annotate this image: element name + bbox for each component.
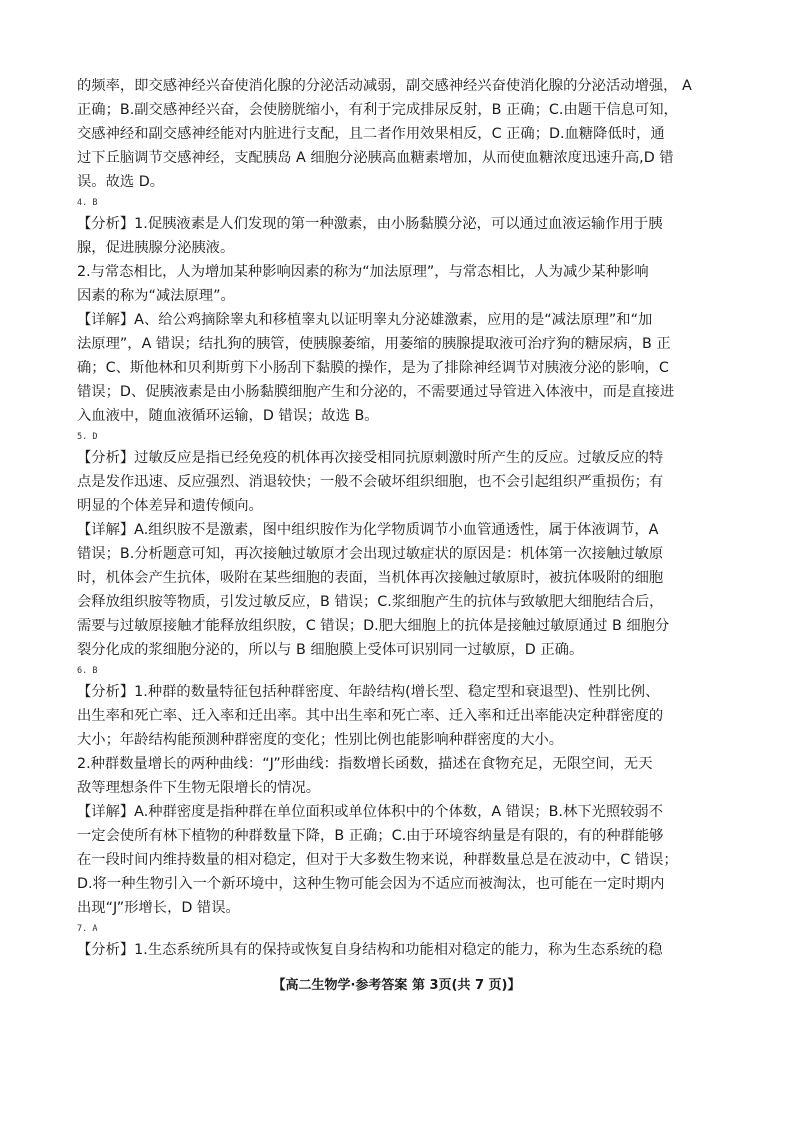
page-footer: 【高二生物学·参考答案 第 3页(共 7 页)】 bbox=[272, 978, 521, 993]
question-number: 4. B bbox=[77, 198, 98, 208]
text-line: D.将一种生物引入一个新环境中，这种生物可能会因为不适应而被淘汰，也可能在一定时期内 bbox=[77, 876, 665, 892]
question-number: 6. B bbox=[77, 666, 98, 676]
text-line: 错误；D、促胰液素是由小肠黏膜细胞产生和分泌的，不需要通过导管进入体液中，而是直接进 bbox=[77, 384, 675, 400]
question-number: 5. D bbox=[77, 432, 98, 442]
text-line: 交感神经和副交感神经能对内脏进行支配，且二者作用效果相反，C 正确；D.血糖降低时，通 bbox=[77, 126, 665, 142]
text-line: 需要与过敏原接触才能释放组织胺，C 错误；D.肥大细胞上的抗体是接触过敏原通过 B 细胞分 bbox=[77, 618, 670, 634]
text-line: 【分析】过敏反应是指已经免疫的机体再次接受相同抗原刺激时所产生的反应。过敏反应的特 bbox=[77, 450, 664, 466]
text-line: 腺，促进胰腺分泌胰液。 bbox=[77, 240, 235, 256]
text-line: 明显的个体差异和遗传倾向。 bbox=[77, 498, 263, 514]
text-line: 一定会使所有林下植物的种群数量下降，B 正确；C.由于环境容纳量是有限的，有的种群能够 bbox=[77, 828, 664, 844]
text-line: 2.与常态相比，人为增加某种影响因素的称为“加法原理”，与常态相比，人为减少某种影响 bbox=[77, 264, 649, 280]
text-line: 大小；年龄结构能预测种群密度的变化；性别比例也能影响种群密度的大小。 bbox=[77, 732, 564, 748]
text-line: 【分析】1.种群的数量特征包括种群密度、年龄结构(增长型、稳定型和衰退型)、性别比例、 bbox=[77, 684, 660, 700]
text-line: 误。故选 D。 bbox=[77, 174, 165, 190]
text-line: 确；C、斯他林和贝利斯剪下小肠刮下黏膜的操作，是为了排除神经调节对胰液分泌的影响，C bbox=[77, 360, 669, 376]
text-line: 【详解】A、给公鸡摘除睾丸和移植睾丸以证明睾丸分泌雄激素，应用的是“减法原理”和“加 bbox=[77, 312, 653, 328]
text-line: 裂分化成的浆细胞分泌的，所以与 B 细胞膜上受体可识别同一过敏原，D 正确。 bbox=[77, 642, 584, 658]
text-line: 【分析】1.生态系统所具有的保持或恢复自身结构和功能相对稳定的能力，称为生态系统的稳 bbox=[77, 942, 663, 958]
text-line: 时，机体会产生抗体，吸附在某些细胞的表面，当机体再次接触过敏原时，被抗体吸附的细胞 bbox=[77, 570, 664, 586]
text-line: 敌等理想条件下生物无限增长的情况。 bbox=[77, 780, 321, 796]
text-line: 【详解】A.种群密度是指种群在单位面积或单位体积中的个体数，A 错误；B.林下光照较弱不 bbox=[77, 804, 664, 820]
text-line: 出生率和死亡率、迁入率和迁出率。其中出生率和死亡率、迁入率和迁出率能决定种群密度的 bbox=[77, 708, 664, 724]
text-line: 【详解】A.组织胺不是激素，图中组织胺作为化学物质调节小血管通透性，属于体液调节，A bbox=[77, 522, 659, 538]
text-line: 【分析】1.促胰液素是人们发现的第一种激素，由小肠黏膜分泌，可以通过血液运输作用于胰 bbox=[77, 216, 663, 232]
text-line: 正确；B.副交感神经兴奋，会使膀胱缩小，有利于完成排尿反射，B 正确；C.由题干信息可知， bbox=[77, 102, 678, 118]
text-line: 出现“J”形增长，D 错误。 bbox=[77, 900, 240, 916]
text-line: 点是发作迅速、反应强烈、消退较快；一般不会破坏组织细胞，也不会引起组织严重损伤；有 bbox=[77, 474, 664, 490]
text-line: 错误；B.分析题意可知，再次接触过敏原才会出现过敏症状的原因是：机体第一次接触过敏原 bbox=[77, 546, 664, 562]
text-line: 会释放组织胺等物质，引发过敏反应，B 错误；C.浆细胞产生的抗体与致敏肥大细胞结合后， bbox=[77, 594, 664, 610]
text-line: 法原理”，A 错误；结扎狗的胰管，使胰腺萎缩，用萎缩的胰腺提取液可治疗狗的糖尿病，B 正 bbox=[77, 336, 671, 352]
text-line: 入血液中，随血液循环运输，D 错误；故选 B。 bbox=[77, 408, 379, 424]
text-line: 的频率，即交感神经兴奋使消化腺的分泌活动减弱，副交感神经兴奋使消化腺的分泌活动增强， A bbox=[77, 78, 692, 94]
question-number: 7. A bbox=[77, 924, 98, 934]
text-line: 在一段时间内维持数量的相对稳定，但对于大多数生物来说，种群数量总是在波动中，C 错误； bbox=[77, 852, 678, 868]
text-line: 因素的称为“减法原理”。 bbox=[77, 288, 235, 304]
text-line: 过下丘脑调节交感神经，支配胰岛 A 细胞分泌胰高血糖素增加，从而使血糖浓度迅速升高,D 错 bbox=[77, 150, 674, 166]
text-line: 2.种群数量增长的两种曲线：“J”形曲线：指数增长函数，描述在食物充足，无限空间，无天 bbox=[77, 756, 653, 772]
answer-body bbox=[77, 74, 735, 962]
